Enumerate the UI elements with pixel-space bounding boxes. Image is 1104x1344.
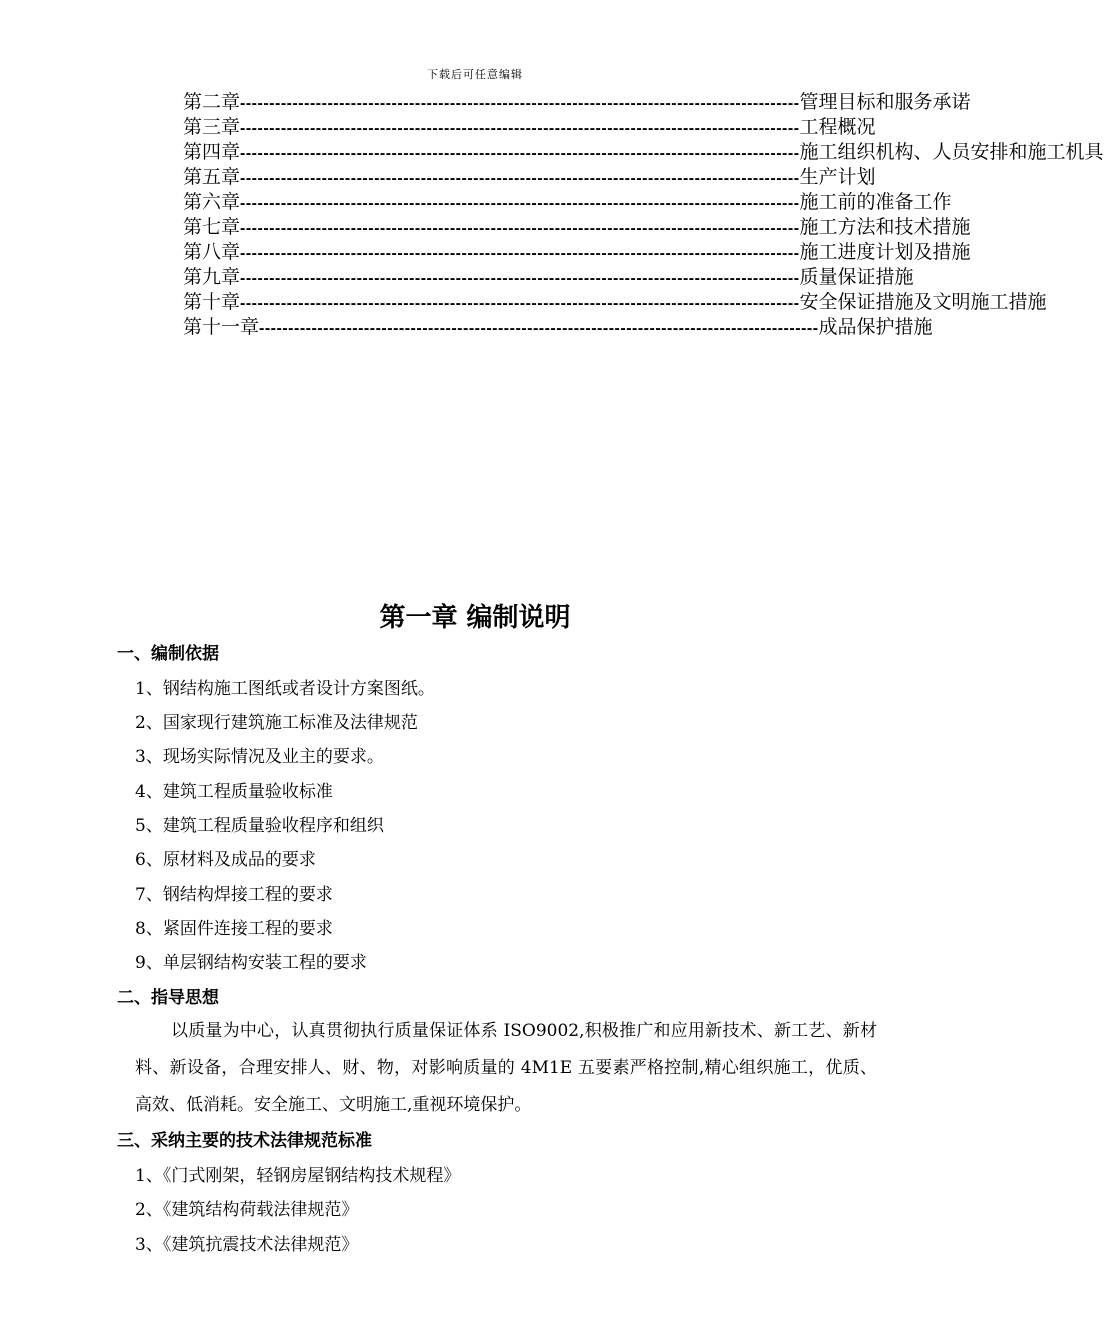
list-item: 3、现场实际情况及业主的要求。: [135, 747, 384, 767]
toc-leader: ------------------------------------------------------------------------------------------------: [240, 220, 800, 237]
section-heading-standards: 三、采纳主要的技术法律规范标准: [117, 1131, 372, 1151]
table-of-contents: [183, 90, 1104, 340]
toc-leader: ------------------------------------------------------------------------------------------------: [240, 170, 800, 187]
toc-title: 质量保证措施: [799, 266, 914, 288]
toc-chapter: 第六章: [183, 191, 241, 213]
toc-row: [183, 115, 876, 140]
list-item: 7、钢结构焊接工程的要求: [135, 885, 333, 905]
toc-leader: ------------------------------------------------------------------------------------------------: [240, 145, 800, 162]
toc-leader: ------------------------------------------------------------------------------------------------: [240, 270, 800, 287]
list-item: 2、《建筑结构荷载法律规范》: [135, 1200, 359, 1220]
list-item: 6、原材料及成品的要求: [135, 850, 316, 870]
toc-row: [183, 215, 971, 240]
toc-chapter: 第九章: [183, 266, 241, 288]
list-item: 9、单层钢结构安装工程的要求: [135, 953, 367, 973]
toc-title: 施工前的准备工作: [799, 191, 952, 213]
toc-row: [183, 265, 914, 290]
list-item: 1、《门式刚架，轻钢房屋钢结构技术规程》: [135, 1166, 461, 1186]
list-item: 1、钢结构施工图纸或者设计方案图纸。: [135, 679, 435, 699]
toc-row: [183, 190, 952, 215]
list-item: 5、建筑工程质量验收程序和组织: [135, 816, 384, 836]
toc-leader: ------------------------------------------------------------------------------------------------: [240, 120, 800, 137]
toc-row: [183, 290, 1047, 315]
toc-title: 施工方法和技术措施: [799, 216, 971, 238]
toc-chapter: 第二章: [183, 91, 241, 113]
toc-row: [183, 90, 971, 115]
toc-title: 施工组织机构、人员安排和施工机具: [799, 141, 1104, 163]
toc-leader: ------------------------------------------------------------------------------------------------: [240, 195, 800, 212]
toc-chapter: 第三章: [183, 116, 241, 138]
toc-leader: ------------------------------------------------------------------------------------------------: [240, 295, 800, 312]
toc-row: [183, 240, 971, 265]
toc-chapter: 第八章: [183, 241, 241, 263]
toc-title: 安全保证措施及文明施工措施: [799, 291, 1047, 313]
toc-title: 工程概况: [799, 116, 876, 138]
section-heading-guiding-ideas: 二、指导思想: [117, 988, 219, 1008]
toc-title: 生产计划: [799, 166, 876, 188]
toc-chapter: 第四章: [183, 141, 241, 163]
toc-row: [183, 315, 933, 340]
guiding-ideas-paragraph: 以质量为中心，认真贯彻执行质量保证体系 ISO9002,积极推广和应用新技术、新工艺、新材料、新设备，合理安排人、财、物，对影响质量的 4M1E 五要素严格控制,精心组织施工，优质、高效、低消耗。安全施工、文明施工,重视环境保护。: [135, 1021, 877, 1115]
list-item: 2、国家现行建筑施工标准及法律规范: [135, 713, 418, 733]
list-item: 4、建筑工程质量验收标准: [135, 782, 333, 802]
toc-row: [183, 165, 876, 190]
toc-leader: ------------------------------------------------------------------------------------------------: [240, 95, 800, 112]
toc-chapter: 第五章: [183, 166, 241, 188]
toc-title: 施工进度计划及措施: [799, 241, 971, 263]
toc-chapter: 第十章: [183, 291, 241, 313]
toc-leader: ------------------------------------------------------------------------------------------------: [240, 245, 800, 262]
header-note: 下载后可任意编辑: [427, 68, 523, 81]
toc-chapter: 第七章: [183, 216, 241, 238]
list-item: 8、紧固件连接工程的要求: [135, 919, 333, 939]
toc-chapter: 第十一章: [183, 316, 260, 338]
list-item: 3、《建筑抗震技术法律规范》: [135, 1235, 359, 1255]
section-heading-basis: 一、编制依据: [117, 644, 219, 664]
toc-leader: ------------------------------------------------------------------------------------------------: [259, 320, 819, 337]
toc-title: 管理目标和服务承诺: [799, 91, 971, 113]
toc-title: 成品保护措施: [818, 316, 933, 338]
toc-row: [183, 140, 1104, 165]
chapter-title: 第一章 编制说明: [379, 603, 571, 633]
